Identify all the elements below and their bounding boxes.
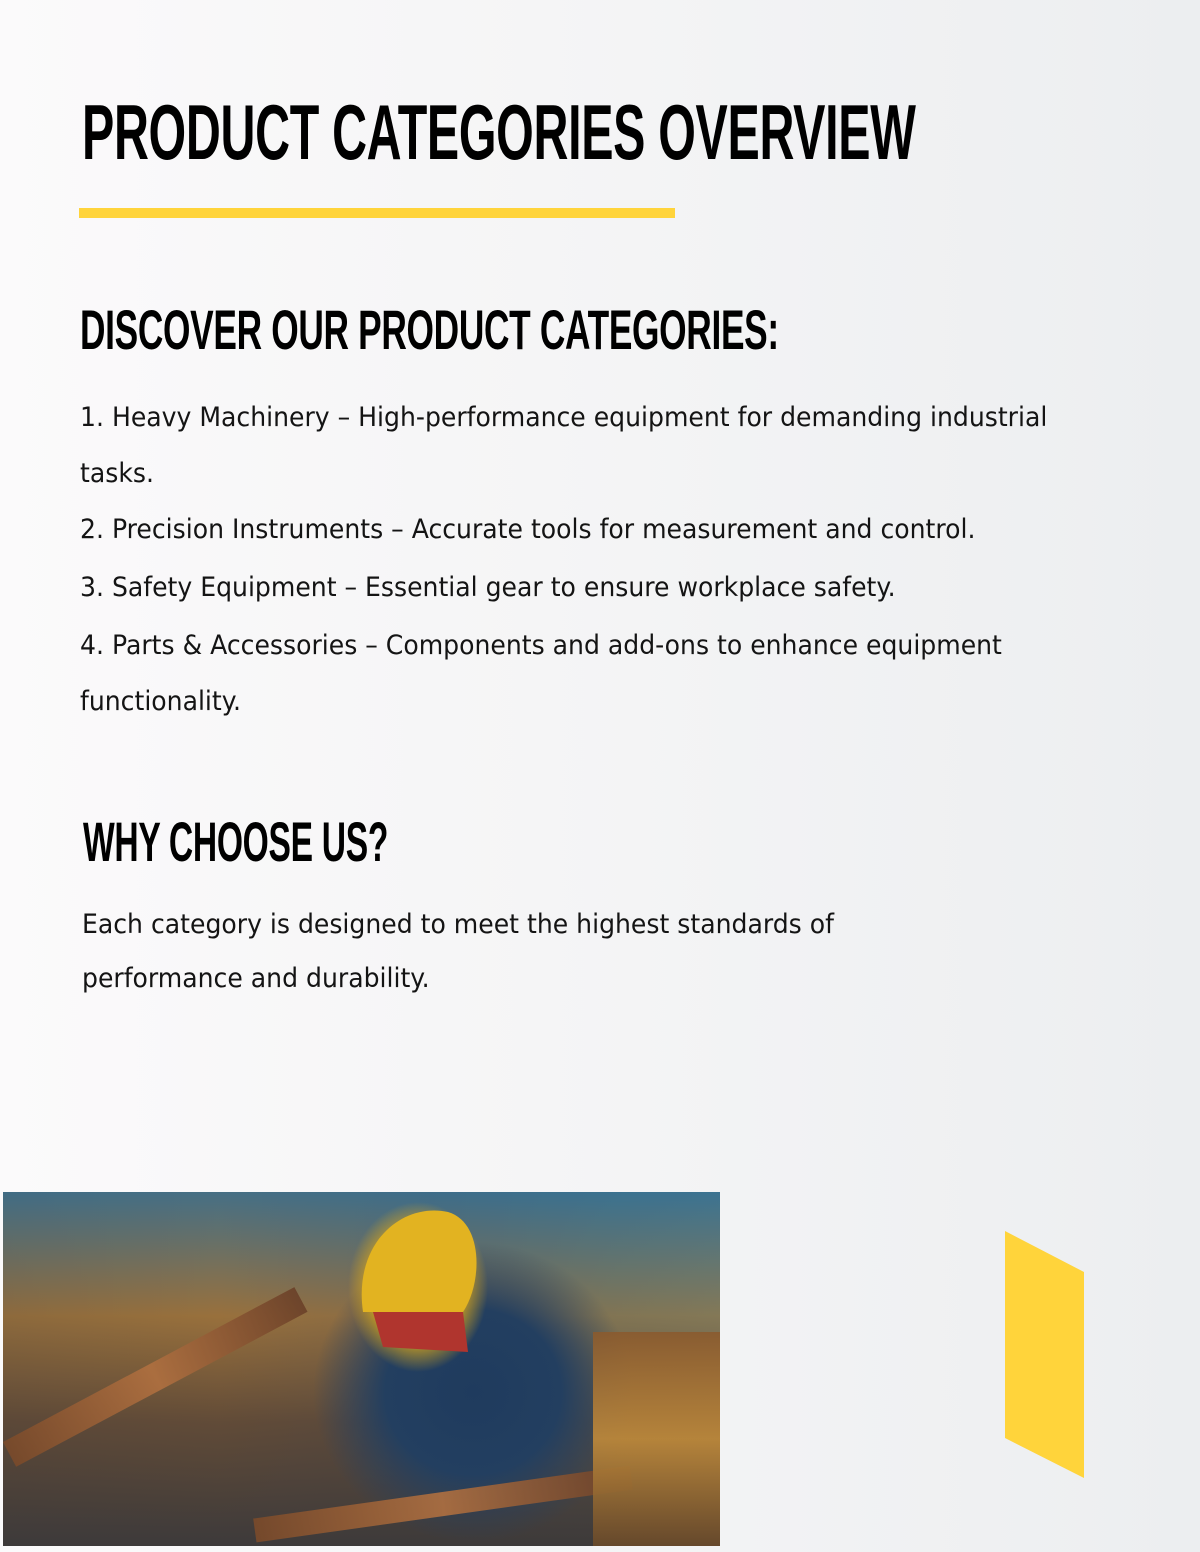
welder-photo (3, 1192, 720, 1546)
list-item: 1. Heavy Machinery – High-performance equipment for demanding industrial tasks. (80, 402, 1048, 489)
why-choose-us-heading: WHY CHOOSE US? (83, 810, 389, 873)
why-choose-us-text: Each category is designed to meet the highest standards of performance and durability. (82, 909, 834, 994)
page-title: PRODUCT CATEGORIES OVERVIEW (82, 88, 916, 176)
list-item: 2. Precision Instruments – Accurate tools for measurement and control. (80, 514, 976, 545)
title-accent-rule (79, 208, 675, 218)
list-item: 4. Parts & Accessories – Components and add-ons to enhance equipment functionality. (80, 630, 1002, 717)
decorative-parallelogram (1005, 1231, 1084, 1478)
categories-heading: DISCOVER OUR PRODUCT CATEGORIES: (80, 298, 779, 361)
categories-list (80, 390, 1066, 732)
hard-hat-icon (343, 1202, 493, 1352)
list-item: 3. Safety Equipment – Essential gear to ensure workplace safety. (80, 572, 896, 603)
